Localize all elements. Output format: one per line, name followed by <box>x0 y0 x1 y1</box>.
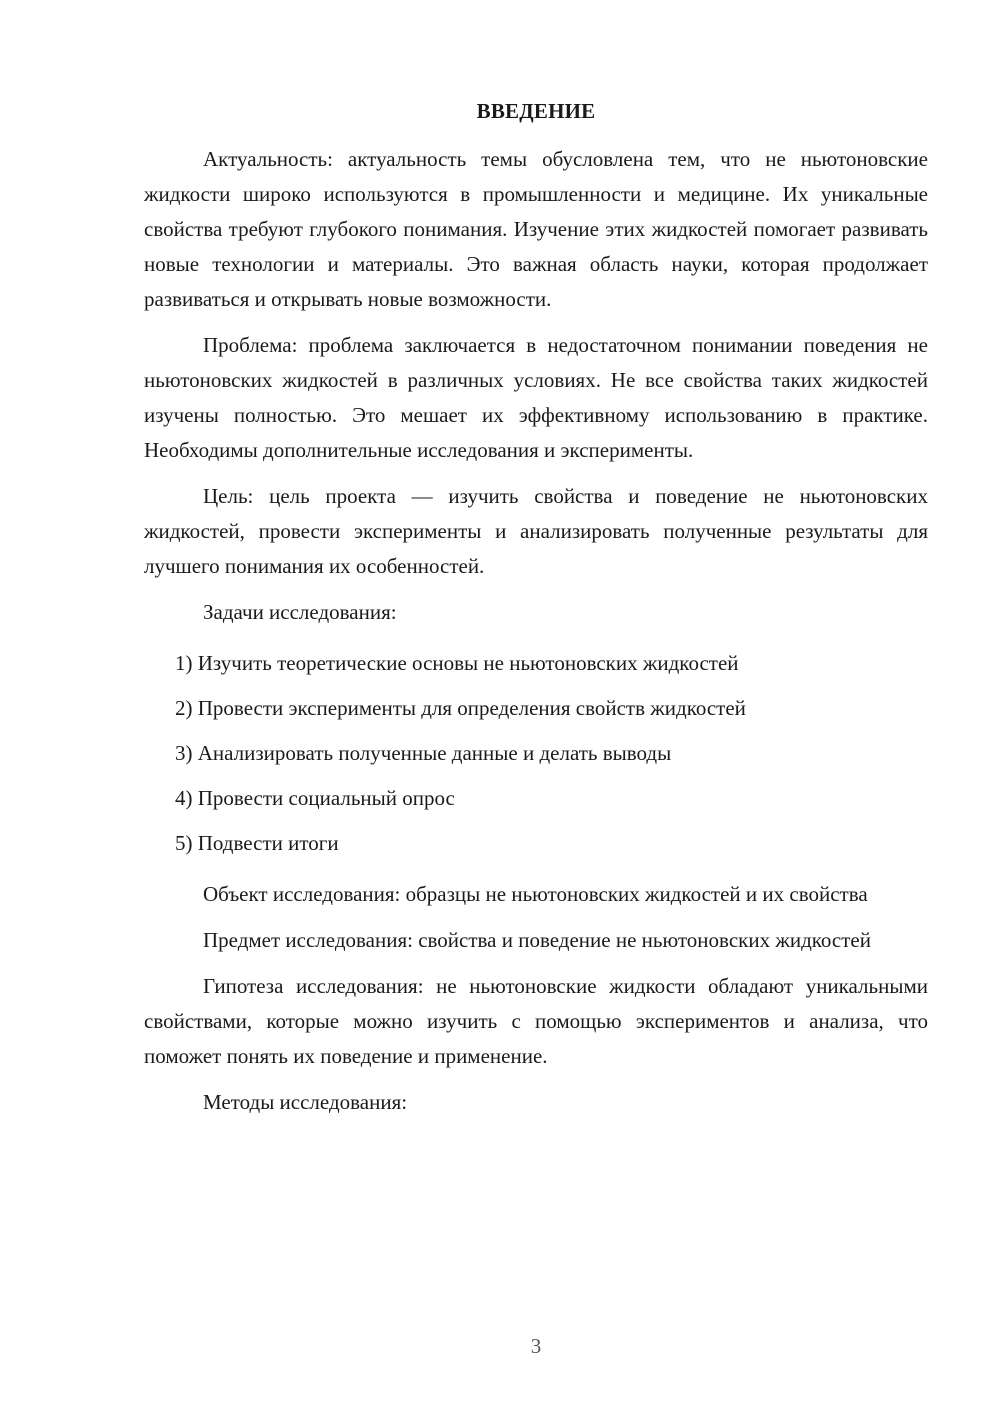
page-content <box>144 96 928 1131</box>
relevance-paragraph: Актуальность: актуальность темы обусловлена тем, что не ньютоновские жидкости широко используются в промышленности и медицине. Их уникальные свойства требуют глубокого понимания. Изучение этих жидкостей помогает развивать новые технологии и материалы. Это важная область науки, которая продолжает развиваться и открывать новые возможности. <box>144 147 928 311</box>
task-item: 5) Подвести итоги <box>175 831 339 855</box>
task-item: 2) Провести эксперименты для определения свойств жидкостей <box>175 696 746 720</box>
tasks-list <box>144 641 928 866</box>
task-item: 3) Анализировать полученные данные и делать выводы <box>175 741 672 765</box>
page-number: 3 <box>530 1334 542 1358</box>
tasks-heading: Задачи исследования: <box>203 600 397 624</box>
object-paragraph: Объект исследования: образцы не ньютоновских жидкостей и их свойства <box>203 882 868 906</box>
task-item: 4) Провести социальный опрос <box>175 786 455 810</box>
hypothesis-paragraph: Гипотеза исследования: не ньютоновские жидкости обладают уникальными свойствами, которые можно изучить с помощью экспериментов и анализа, что поможет понять их поведение и применение. <box>144 974 928 1068</box>
task-item: 1) Изучить теоретические основы не ньютоновских жидкостей <box>175 651 739 675</box>
methods-heading: Методы исследования: <box>203 1090 408 1114</box>
problem-paragraph: Проблема: проблема заключается в недостаточном понимании поведения не ньютоновских жидкостей в различных условиях. Не все свойства таких жидкостей изучены полностью. Это мешает их эффективному использованию в практике. Необходимы дополнительные исследования и эксперименты. <box>144 333 928 462</box>
goal-paragraph: Цель: цель проекта — изучить свойства и поведение не ньютоновских жидкостей, провести эксперименты и анализировать полученные результаты для лучшего понимания их особенностей. <box>144 484 928 578</box>
subject-paragraph: Предмет исследования: свойства и поведение не ньютоновских жидкостей <box>203 928 871 952</box>
section-title: ВВЕДЕНИЕ <box>476 99 596 123</box>
